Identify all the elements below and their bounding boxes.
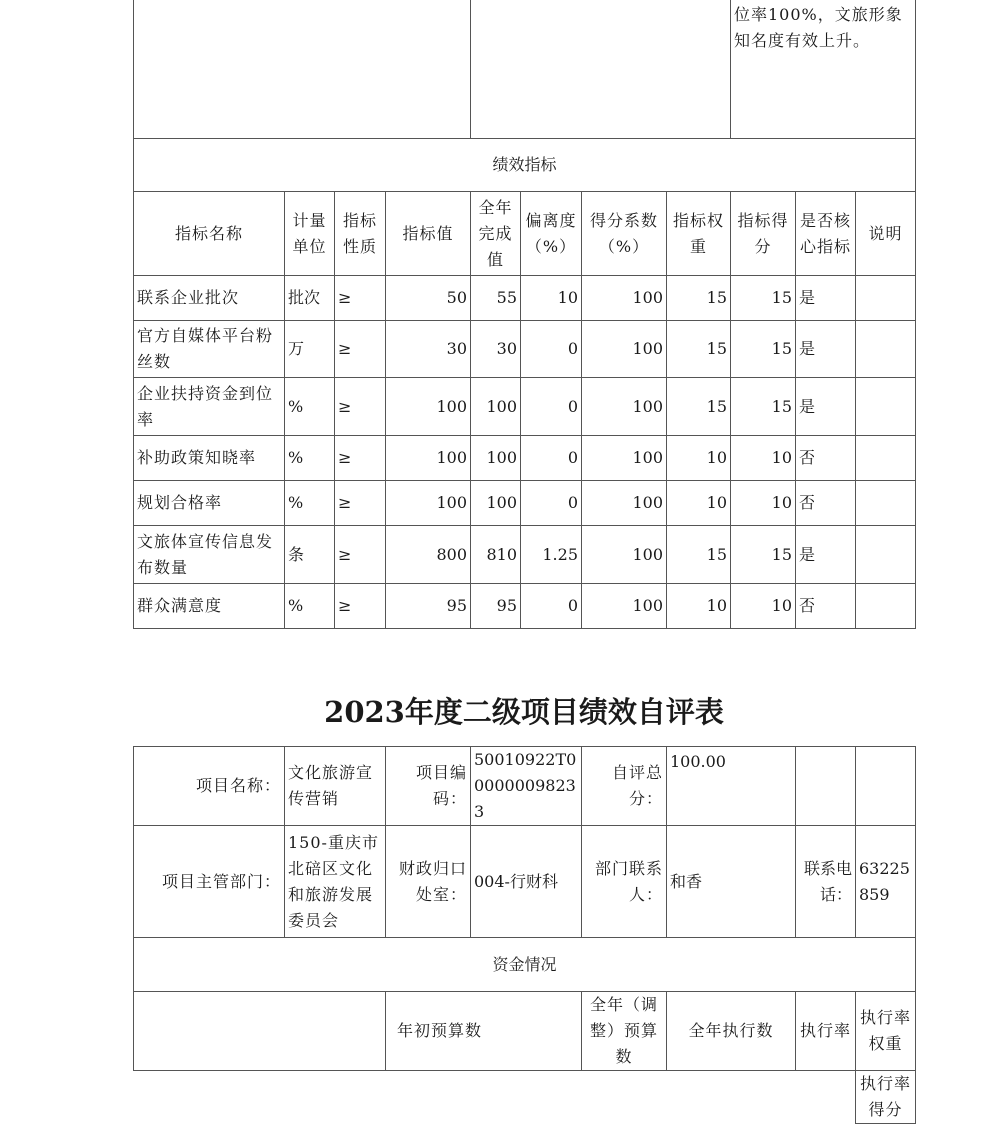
target-text: 位率100%，文旅形象知名度有效上升。 bbox=[731, 0, 916, 139]
dept-label: 项目主管部门： bbox=[134, 826, 285, 938]
indicator-coefficient: 100 bbox=[582, 526, 667, 584]
indicator-deviation: 1.25 bbox=[521, 526, 582, 584]
indicator-weight: 15 bbox=[667, 378, 731, 436]
header-deviation: 偏离度（%） bbox=[521, 192, 582, 276]
indicator-note bbox=[856, 526, 916, 584]
header-coefficient: 得分系数（%） bbox=[582, 192, 667, 276]
indicator-coefficient: 100 bbox=[582, 584, 667, 629]
table-row bbox=[134, 584, 916, 629]
indicator-completed: 95 bbox=[471, 584, 521, 629]
indicator-note bbox=[856, 584, 916, 629]
phone-label: 联系电话： bbox=[796, 826, 856, 938]
indicator-value: 100 bbox=[386, 378, 471, 436]
indicator-completed: 810 bbox=[471, 526, 521, 584]
indicator-note bbox=[856, 481, 916, 526]
indicator-coefficient: 100 bbox=[582, 321, 667, 378]
indicator-completed: 30 bbox=[471, 321, 521, 378]
indicator-name: 官方自媒体平台粉丝数 bbox=[134, 321, 285, 378]
indicator-unit: % bbox=[285, 436, 335, 481]
indicator-coefficient: 100 bbox=[582, 378, 667, 436]
table-row bbox=[134, 321, 916, 378]
indicator-score: 10 bbox=[731, 584, 796, 629]
indicator-unit: 批次 bbox=[285, 276, 335, 321]
indicator-name: 群众满意度 bbox=[134, 584, 285, 629]
dept: 150-重庆市北碚区文化和旅游发展委员会 bbox=[285, 826, 386, 938]
indicator-nature: ≥ bbox=[335, 321, 386, 378]
table-row bbox=[134, 276, 916, 321]
indicator-name: 规划合格率 bbox=[134, 481, 285, 526]
header-unit: 计量单位 bbox=[285, 192, 335, 276]
indicator-nature: ≥ bbox=[335, 436, 386, 481]
indicator-core: 否 bbox=[796, 481, 856, 526]
project-name-label: 项目名称： bbox=[134, 747, 285, 826]
indicator-value: 30 bbox=[386, 321, 471, 378]
indicator-value: 95 bbox=[386, 584, 471, 629]
header-row bbox=[134, 192, 916, 276]
indicator-note bbox=[856, 276, 916, 321]
indicator-score: 15 bbox=[731, 526, 796, 584]
funds-rate-score: 执行率得分 bbox=[856, 1071, 916, 1124]
indicator-nature: ≥ bbox=[335, 378, 386, 436]
indicator-nature: ≥ bbox=[335, 276, 386, 321]
table-row bbox=[134, 481, 916, 526]
indicator-nature: ≥ bbox=[335, 481, 386, 526]
indicator-name: 补助政策知晓率 bbox=[134, 436, 285, 481]
indicator-name: 联系企业批次 bbox=[134, 276, 285, 321]
indicator-deviation: 0 bbox=[521, 481, 582, 526]
indicator-completed: 55 bbox=[471, 276, 521, 321]
indicator-name: 企业扶持资金到位率 bbox=[134, 378, 285, 436]
project-code: 50010922T000000098233 bbox=[471, 747, 582, 826]
indicator-score: 15 bbox=[731, 276, 796, 321]
indicator-deviation: 0 bbox=[521, 321, 582, 378]
page-title: 2023年度二级项目绩效自评表 bbox=[324, 695, 724, 729]
blank-cell bbox=[856, 747, 916, 826]
header-completed: 全年完成值 bbox=[471, 192, 521, 276]
indicator-core: 否 bbox=[796, 436, 856, 481]
indicator-value: 800 bbox=[386, 526, 471, 584]
contact-label: 部门联系人： bbox=[582, 826, 667, 938]
indicator-unit: % bbox=[285, 584, 335, 629]
indicator-score: 15 bbox=[731, 321, 796, 378]
project-name: 文化旅游宣传营销 bbox=[285, 747, 386, 826]
indicator-value: 50 bbox=[386, 276, 471, 321]
indicator-nature: ≥ bbox=[335, 584, 386, 629]
indicator-weight: 10 bbox=[667, 481, 731, 526]
total-score-label: 自评总分： bbox=[582, 747, 667, 826]
indicator-weight: 10 bbox=[667, 584, 731, 629]
indicator-score: 10 bbox=[731, 436, 796, 481]
indicator-deviation: 0 bbox=[521, 378, 582, 436]
indicator-note bbox=[856, 436, 916, 481]
indicator-coefficient: 100 bbox=[582, 481, 667, 526]
indicator-coefficient: 100 bbox=[582, 276, 667, 321]
indicator-completed: 100 bbox=[471, 481, 521, 526]
indicator-unit: % bbox=[285, 378, 335, 436]
indicator-weight: 15 bbox=[667, 276, 731, 321]
header-nature: 指标性质 bbox=[335, 192, 386, 276]
indicator-weight: 10 bbox=[667, 436, 731, 481]
indicator-value: 100 bbox=[386, 481, 471, 526]
blank-cell bbox=[134, 992, 386, 1071]
funds-executed: 全年执行数 bbox=[667, 992, 796, 1071]
indicator-unit: 条 bbox=[285, 526, 335, 584]
blank-cell bbox=[134, 0, 471, 139]
header-note: 说明 bbox=[856, 192, 916, 276]
project-code-label: 项目编码： bbox=[386, 747, 471, 826]
indicator-deviation: 0 bbox=[521, 584, 582, 629]
indicator-core: 否 bbox=[796, 584, 856, 629]
indicator-unit: % bbox=[285, 481, 335, 526]
indicator-weight: 15 bbox=[667, 321, 731, 378]
header-score: 指标得分 bbox=[731, 192, 796, 276]
table-row bbox=[134, 378, 916, 436]
section-label: 绩效指标 bbox=[134, 139, 916, 192]
indicator-core: 是 bbox=[796, 526, 856, 584]
funds-label: 资金情况 bbox=[134, 938, 916, 992]
funds-initial: 年初预算数 bbox=[386, 992, 582, 1071]
indicator-core: 是 bbox=[796, 276, 856, 321]
indicator-value: 100 bbox=[386, 436, 471, 481]
contact: 和香 bbox=[667, 826, 796, 938]
funds-rate-weight: 执行率权重 bbox=[856, 992, 916, 1071]
table-row bbox=[134, 526, 916, 584]
header-name: 指标名称 bbox=[134, 192, 285, 276]
indicator-completed: 100 bbox=[471, 436, 521, 481]
project-info-table bbox=[133, 746, 916, 1124]
indicator-coefficient: 100 bbox=[582, 436, 667, 481]
indicator-deviation: 10 bbox=[521, 276, 582, 321]
indicator-unit: 万 bbox=[285, 321, 335, 378]
header-value: 指标值 bbox=[386, 192, 471, 276]
indicator-nature: ≥ bbox=[335, 526, 386, 584]
phone: 63225859 bbox=[856, 826, 916, 938]
indicator-deviation: 0 bbox=[521, 436, 582, 481]
blank-cell bbox=[471, 0, 731, 139]
indicator-completed: 100 bbox=[471, 378, 521, 436]
funds-adjusted: 全年（调整）预算数 bbox=[582, 992, 667, 1071]
total-score: 100.00 bbox=[667, 747, 796, 826]
indicator-note bbox=[856, 321, 916, 378]
finance-office: 004-行财科 bbox=[471, 826, 582, 938]
indicator-score: 15 bbox=[731, 378, 796, 436]
finance-office-label: 财政归口处室： bbox=[386, 826, 471, 938]
indicator-weight: 15 bbox=[667, 526, 731, 584]
blank-cell bbox=[796, 747, 856, 826]
indicator-name: 文旅体宣传信息发布数量 bbox=[134, 526, 285, 584]
funds-rate: 执行率 bbox=[796, 992, 856, 1071]
header-core: 是否核心指标 bbox=[796, 192, 856, 276]
indicator-core: 是 bbox=[796, 378, 856, 436]
header-weight: 指标权重 bbox=[667, 192, 731, 276]
table-row bbox=[134, 436, 916, 481]
indicator-score: 10 bbox=[731, 481, 796, 526]
indicator-note bbox=[856, 378, 916, 436]
indicator-rows bbox=[134, 276, 916, 629]
performance-indicator-table bbox=[133, 0, 916, 629]
indicator-core: 是 bbox=[796, 321, 856, 378]
